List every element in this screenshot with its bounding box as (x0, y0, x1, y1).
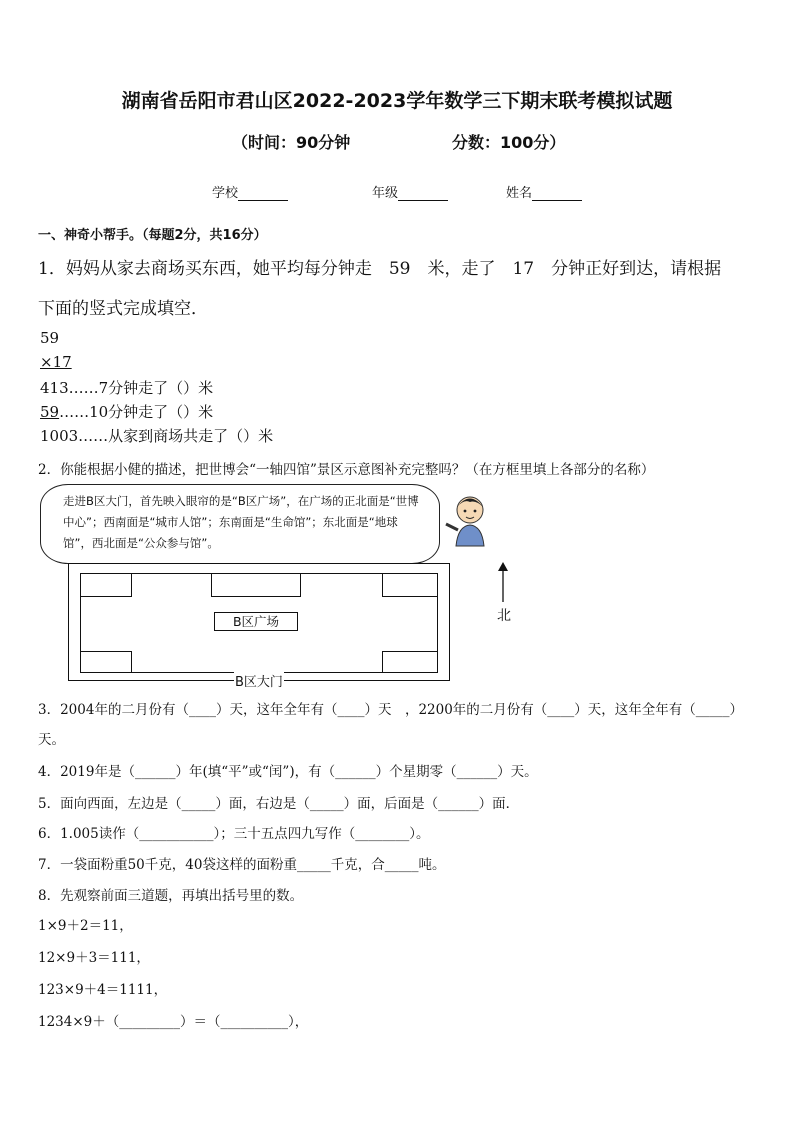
name-field[interactable] (506, 182, 582, 201)
north-arrow-icon (496, 562, 510, 602)
grade-field[interactable] (372, 182, 448, 201)
calc-line-5: 1003……从家到商场共走了（）米 (40, 427, 274, 445)
q8-eq-3: 123×9＋4＝1111， (38, 982, 168, 998)
school-field[interactable] (212, 182, 288, 201)
section-heading: 一、神奇小帮手。（每题2分，共16分） (38, 228, 267, 243)
exam-time: （时间：90分钟 (232, 133, 351, 152)
calc-line-2: ×17 (40, 353, 72, 371)
school-label: 学校 (212, 186, 239, 201)
name-label: 姓名 (506, 186, 533, 201)
q1-line2: 下面的竖式完成填空． (38, 299, 208, 319)
plaza-box: B区广场 (214, 612, 298, 631)
q2-text: 2．你能根据小健的描述，把世博会“一轴四馆”景区示意图补充完整吗？（在方框里填上各部分的名称） (38, 462, 655, 478)
q8-eq-2: 12×9＋3＝111， (38, 950, 150, 966)
box-northwest[interactable] (80, 573, 132, 597)
grade-label: 年级 (372, 186, 399, 201)
page-title: 湖南省岳阳市君山区2022-2023学年数学三下期末联考模拟试题 (121, 90, 673, 112)
calc-line-4 (40, 401, 213, 422)
q6-text: 6．1.005读作（___________）；三十五点四九写作（________）。 (38, 826, 430, 842)
boy-icon (440, 490, 500, 550)
calc-line-3: 413……7分钟走了（）米 (40, 379, 214, 397)
q8-eq-4: 1234×9＋（_________）＝（__________）， (38, 1014, 309, 1030)
q8-text: 8．先观察前面三道题，再填出括号里的数。 (38, 888, 304, 904)
q7-text: 7．一袋面粉重50千克，40袋这样的面粉重_____千克，合_____吨。 (38, 857, 446, 873)
exam-score: 分数：100分） (452, 133, 566, 152)
gate-label: B区大门 (234, 671, 284, 690)
q1-line1: 1．妈妈从家去商场买东西，她平均每分钟走 59 米，走了 17 分钟正好到达，请根据 (38, 259, 722, 279)
q4-text: 4．2019年是（______）年(填“平”或“闰”)，有（______）个星期零（______）天。 (38, 764, 538, 780)
calc-59-underlined: 59 (40, 403, 60, 421)
q3-line2: 天。 (38, 732, 65, 748)
q5-text: 5．面向西面，左边是（_____）面，右边是（_____）面，后面是（______）面． (38, 796, 520, 812)
q3-line1: 3．2004年的二月份有（____）天，这年全年有（____）天 ，2200年的二月份有（____）天，这年全年有（_____） (38, 702, 744, 718)
box-southeast[interactable] (382, 651, 438, 673)
calc-line-1: 59 (40, 329, 60, 347)
bubble-text: 走进B区大门，首先映入眼帘的是“B区广场”，在广场的正北面是“世博中心”；西南面是“城市人馆”；东南面是“生命馆”；东北面是“地球馆”，西北面是“公众参与馆”。 (63, 494, 419, 550)
box-north[interactable] (211, 573, 301, 597)
north-label: 北 (497, 608, 511, 624)
box-southwest[interactable] (80, 651, 132, 673)
q8-eq-1: 1×9＋2＝11， (38, 918, 133, 934)
speech-bubble (40, 484, 440, 564)
calc-line-4-rest: ……10分钟走了（）米 (59, 403, 214, 421)
box-northeast[interactable] (382, 573, 438, 597)
